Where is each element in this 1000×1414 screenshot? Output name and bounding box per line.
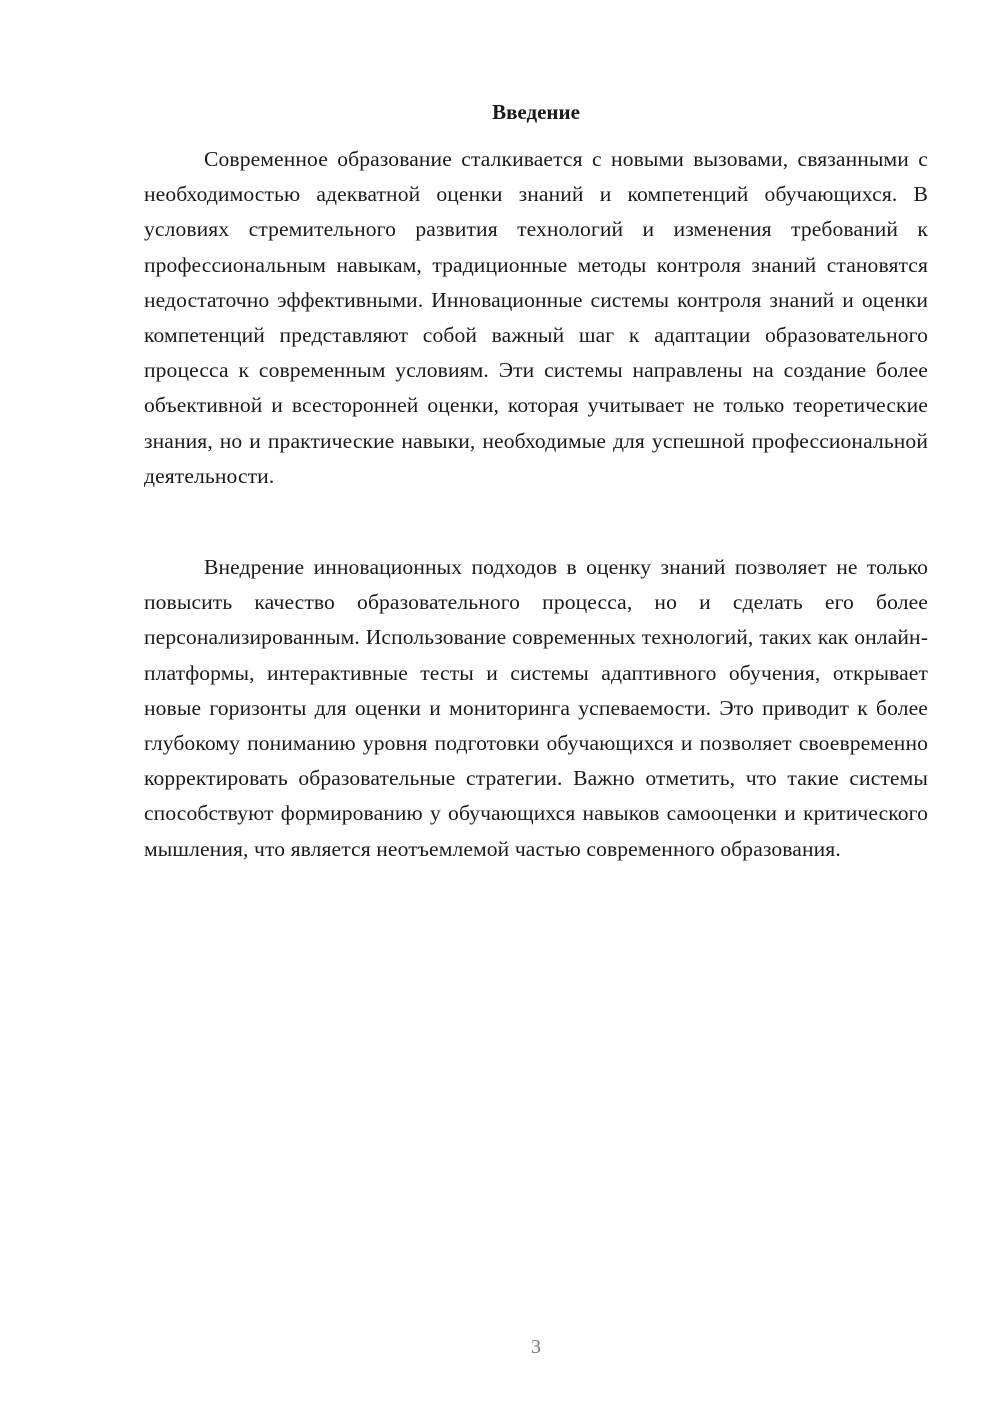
paragraph-1: Современное образование сталкивается с новыми вызовами, связанными с необходимостью адекватной оценки знаний и компетенций обучающихся. В условиях стремительного развития технологий и изменения требований к профессиональным навыкам, традиционные методы контроля знаний становятся недостаточно эффективными. Инновационные системы контроля знаний и оценки компетенций представляют собой важный шаг к адаптации образовательного процесса к современным условиям. Эти системы направлены на создание более объективной и всесторонней оценки, которая учитывает не только теоретические знания, но и практические навыки, необходимые для успешной профессиональной деятельности. — [144, 147, 928, 488]
section-title: Введение — [492, 100, 580, 124]
page-number: 3 — [531, 1336, 541, 1358]
paragraph-2: Внедрение инновационных подходов в оценку знаний позволяет не только повысить качество образовательного процесса, но и сделать его более персонализированным. Использование современных технологий, таких как онлайн-платформы, интерактивные тесты и системы адаптивного обучения, открывает новые горизонты для оценки и мониторинга успеваемости. Это приводит к более глубокому пониманию уровня подготовки обучающихся и позволяет своевременно корректировать образовательные стратегии. Важно отметить, что такие системы способствуют формированию у обучающихся навыков самооценки и критического мышления, что является неотъемлемой частью современного образования. — [144, 555, 928, 861]
